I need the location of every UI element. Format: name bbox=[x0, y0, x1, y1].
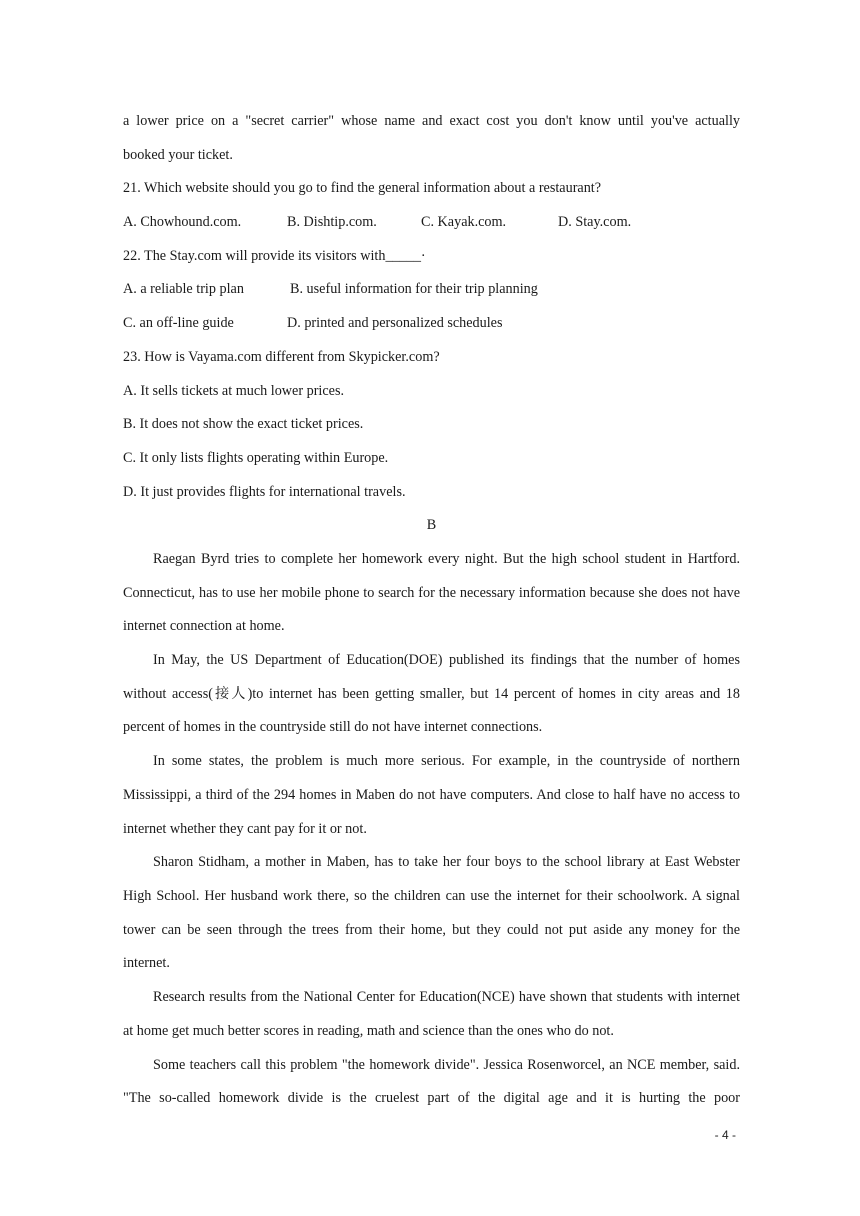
question-23-option-c: C. It only lists flights operating within Europe. bbox=[123, 449, 389, 466]
page-number: - 4 - bbox=[714, 1128, 736, 1142]
document-page bbox=[123, 105, 740, 1116]
question-22-stem: 22. The Stay.com will provide its visitors with_____· bbox=[123, 247, 426, 264]
section-b-paragraph-2: In May, the US Department of Education(DOE) published its findings that the number of homes without access(接人)to internet has been getting smaller, but 14 percent of homes in city areas and 18 percent of homes in the countryside still do not have internet connections. bbox=[123, 652, 740, 736]
question-22-options-row-2 bbox=[123, 307, 740, 341]
section-b-paragraph-4: Sharon Stidham, a mother in Maben, has to take her four boys to the school library at East Webster High School. Her husband work there, so the children can use the internet for their schoolwork. A signal tower can be seen through the trees from their home, but they could not put aside any money for the internet. bbox=[123, 854, 740, 972]
section-b-paragraph-5: Research results from the National Center for Education(NCE) have shown that students with internet at home get much better scores in reading, math and science than the ones who do not. bbox=[123, 989, 740, 1039]
carryover-line-2: booked your ticket. bbox=[123, 146, 233, 163]
question-21-option-d: D. Stay.com. bbox=[558, 214, 632, 231]
question-21-stem: 21. Which website should you go to find the general information about a restaurant? bbox=[123, 180, 602, 197]
question-21-option-b: B. Dishtip.com. bbox=[287, 214, 377, 231]
question-23-option-d: D. It just provides flights for international travels. bbox=[123, 483, 406, 500]
question-23-option-b: B. It does not show the exact ticket prices. bbox=[123, 416, 364, 433]
question-21-option-c: C. Kayak.com. bbox=[421, 214, 507, 231]
question-23-option-a: A. It sells tickets at much lower prices. bbox=[123, 382, 345, 399]
section-b-paragraph-3: In some states, the problem is much more serious. For example, in the countryside of northern Mississippi, a third of the 294 homes in Maben do not have computers. And close to half have no access to internet whether they cant pay for it or not. bbox=[123, 753, 740, 837]
section-b-title: B bbox=[426, 517, 437, 534]
question-22-option-b: B. useful information for their trip planning bbox=[290, 281, 538, 298]
carryover-paragraph bbox=[123, 105, 740, 139]
question-23-stem: 23. How is Vayama.com different from Skypicker.com? bbox=[123, 348, 440, 365]
question-22-options-row-1 bbox=[123, 273, 740, 307]
question-21-option-a: A. Chowhound.com. bbox=[123, 214, 242, 231]
question-21-options bbox=[123, 206, 740, 240]
section-b-paragraph-6: Some teachers call this problem "the homework divide". Jessica Rosenworcel, an NCE member, said. "The so-called homework divide is the cruelest part of the digital age and it is hurting the poor bbox=[123, 1056, 740, 1107]
question-22-option-a: A. a reliable trip plan bbox=[123, 281, 244, 298]
carryover-line-1: a lower price on a "secret carrier" whose name and exact cost you don't know until you've actually bbox=[123, 113, 740, 129]
section-b-paragraph-1: Raegan Byrd tries to complete her homework every night. But the high school student in Hartford. Connecticut, has to use her mobile phone to search for the necessary information because she does not have internet connection at home. bbox=[123, 550, 740, 635]
question-22-option-d: D. printed and personalized schedules bbox=[287, 315, 503, 332]
question-22-option-c: C. an off-line guide bbox=[123, 315, 234, 332]
